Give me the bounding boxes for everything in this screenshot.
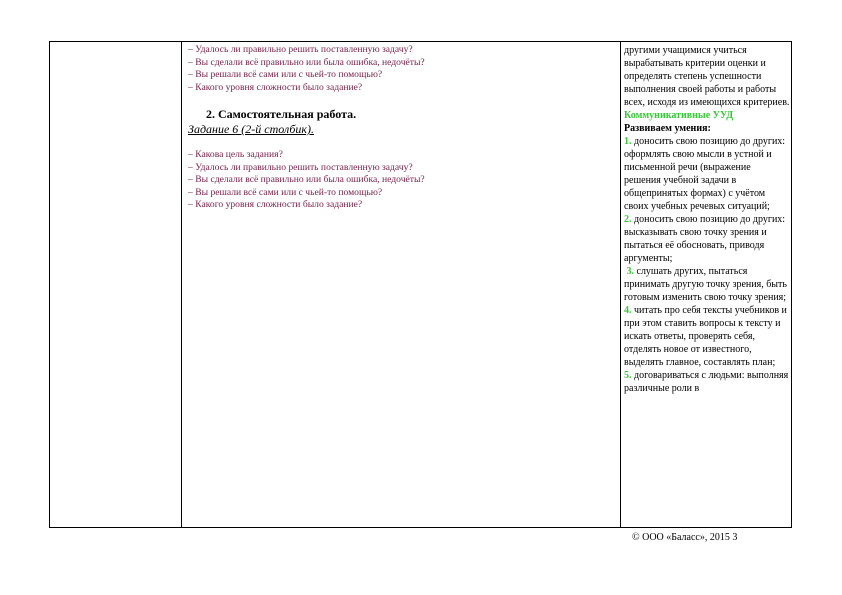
skill-text: читать про себя тексты учебников и при этом ставить вопросы к тексту и искать ответы, проверять себя, отделять новое от известного, выделять главное, составлять план; [624,305,787,368]
skill-item [624,369,790,395]
question-line: – Вы решали всё сами или с чьей-то помощью? [188,69,383,80]
question-list-top [188,44,613,94]
skill-text: слушать других, пытаться принимать другую точку зрения, быть готовым изменить свою точку зрения; [624,266,787,303]
uud-heading: Коммуникативные УУД [624,110,734,121]
intro-text: другими учащимися учиться вырабатывать критерии оценки и определять степень успешности выполнения своей работы и работы всех, исходя из имеющихся критериев. [624,45,790,108]
column-divider-right [620,42,621,527]
question-line: – Вы сделали всё правильно или была ошибка, недочёты? [188,174,425,185]
skills-intro: Развиваем умения: [624,123,711,134]
skill-text: доносить свою позицию до других: высказывать свою точку зрения и пытаться её обосновать, приводя аргументы; [624,214,786,264]
skill-item [624,304,790,369]
skill-number: 4. [624,305,632,316]
question-line: – Вы решали всё сами или с чьей-то помощью? [188,186,383,198]
lesson-table [49,41,792,528]
question-line: – Удалось ли правильно решить поставленную задачу? [188,161,413,173]
skill-text: договариваться с людьми: выполняя различные роли в [624,370,789,394]
skill-number: 3. [626,266,634,277]
question-line: – Вы сделали всё правильно или была ошибка, недочёты? [188,56,425,68]
skill-text: доносить свою позицию до других: оформлять свою мысли в устной и письменной речи (выражение решения учебной задачи в общепринятых формах) с учётом своих учебных речевых ситуаций; [624,136,786,212]
task-subtitle: Задание 6 (2-й столбик). [188,122,314,136]
column-divider-left [181,42,182,527]
skill-number: 1. [624,136,632,147]
skill-item [624,265,790,304]
question-line: – Какова цель задания? [188,149,283,160]
question-list-bottom [188,149,613,212]
question-line: – Какого уровня сложности было задание? [188,81,363,93]
page-footer: © ООО «Баласс», 2015 3 [632,532,738,543]
skill-item [624,135,790,213]
skill-number: 2. [624,214,632,225]
skill-item [624,213,790,265]
lesson-content-column [188,44,613,212]
section-heading: 2. Самостоятельная работа. [206,107,357,121]
uud-column [624,44,790,395]
question-line: – Какого уровня сложности было задание? [188,199,363,210]
skill-number: 5. [624,370,632,381]
question-line: – Удалось ли правильно решить поставленную задачу? [188,44,413,55]
